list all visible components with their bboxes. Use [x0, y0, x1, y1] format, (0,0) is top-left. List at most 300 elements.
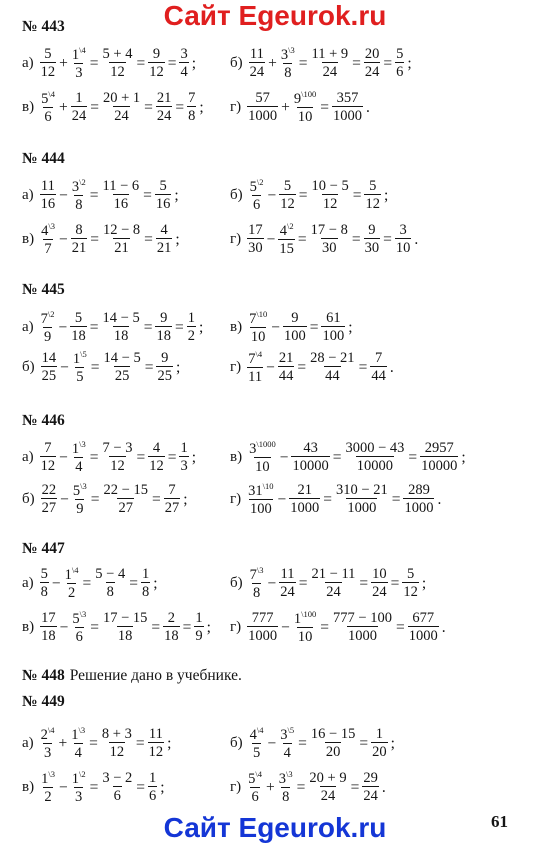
fraction: [364, 223, 381, 256]
item-label: а): [22, 734, 34, 751]
numerator-value: 14: [41, 349, 57, 366]
operator: ;: [348, 318, 353, 336]
denominator: 8: [282, 789, 290, 806]
item-label: а): [22, 54, 34, 71]
denominator: 6: [396, 64, 404, 81]
numerator-value: 310 − 21: [336, 481, 388, 498]
numerator-value: 16 − 15: [310, 725, 356, 742]
operator: =: [320, 98, 330, 116]
numerator-value: 2: [40, 726, 48, 743]
operator: =: [144, 358, 154, 376]
numerator-value: 5: [248, 770, 256, 787]
numerator-value: 20 + 1: [102, 89, 141, 106]
operator: ;: [198, 318, 204, 336]
denominator: 12: [109, 744, 125, 761]
operator: −: [279, 448, 289, 466]
fraction: [408, 611, 439, 644]
extra-multiplier: \100: [301, 609, 317, 619]
fraction: [40, 770, 56, 805]
numerator: [411, 611, 435, 627]
extra-multiplier: \3: [256, 565, 264, 575]
denominator: 18: [164, 628, 179, 645]
fraction: [279, 567, 296, 600]
numerator: [71, 440, 87, 457]
denominator: 8: [188, 108, 196, 125]
extra-multiplier: \100: [301, 89, 317, 99]
item-label: в): [22, 98, 35, 115]
extra-multiplier: \3: [80, 481, 87, 491]
fraction: [40, 567, 49, 600]
numerator: [159, 179, 168, 195]
operator: .: [389, 358, 394, 376]
numerator-value: 7 − 3: [102, 439, 133, 456]
fraction: [40, 310, 56, 345]
operator: =: [144, 230, 153, 248]
exercise-item: [22, 46, 198, 81]
fraction: [278, 351, 295, 384]
numerator: [187, 91, 196, 107]
numerator: [179, 441, 188, 457]
site-watermark-bottom: Сайт Egeurok.ru: [163, 812, 387, 843]
numerator-value: 3: [280, 46, 289, 63]
numerator-value: 11: [280, 565, 295, 582]
operator: −: [271, 318, 280, 336]
problem-heading: [22, 18, 65, 36]
denominator: 27: [118, 500, 133, 517]
denominator: 1000: [333, 108, 363, 125]
fraction: [156, 223, 173, 256]
operator: =: [296, 778, 306, 796]
exercise-item: [230, 310, 355, 345]
extra-multiplier: \10: [262, 481, 274, 491]
numerator: [102, 311, 141, 327]
numerator-value: 4: [152, 439, 161, 456]
problem-heading: [22, 693, 65, 711]
numerator-value: 357: [336, 89, 359, 106]
fraction: [40, 726, 56, 761]
numerator: [249, 178, 265, 195]
fraction: [402, 567, 419, 600]
item-label: а): [22, 574, 34, 591]
numerator-value: 3: [399, 221, 407, 238]
fraction: [72, 350, 88, 385]
denominator: 11: [248, 369, 263, 386]
numerator-value: 17 − 15: [102, 609, 148, 626]
denominator: 1000: [348, 628, 377, 645]
numerator: [194, 611, 203, 627]
denominator: 8: [40, 584, 48, 601]
denominator: 10000: [356, 458, 394, 475]
numerator: [251, 611, 275, 627]
numerator-value: 17: [248, 221, 263, 238]
fraction: [362, 771, 379, 804]
numerator: [290, 311, 299, 327]
numerator-value: 17: [41, 609, 56, 626]
exercise-item: [230, 440, 468, 475]
numerator-value: 9: [293, 90, 302, 107]
fraction: [155, 179, 172, 212]
operator: +: [281, 98, 290, 116]
numerator-value: 17 − 8: [310, 221, 348, 238]
fraction: [70, 311, 87, 344]
denominator: 30: [248, 240, 263, 257]
operator: =: [167, 54, 177, 72]
operator: =: [182, 618, 192, 636]
operator: ;: [383, 186, 389, 204]
denominator: 3: [43, 745, 52, 762]
numerator: [249, 566, 265, 583]
numerator-value: 9: [152, 45, 161, 62]
extra-multiplier: \2: [78, 769, 86, 779]
numerator-value: 9: [161, 349, 169, 366]
exercise-item: [230, 610, 448, 645]
operator: ;: [175, 230, 180, 248]
operator: ;: [153, 574, 158, 592]
numerator-value: 20 + 9: [309, 769, 347, 786]
item-label: а): [22, 318, 34, 335]
numerator: [311, 567, 357, 583]
numerator-value: 14 − 5: [103, 349, 141, 366]
numerator-value: 1: [72, 350, 81, 367]
numerator: [71, 770, 87, 787]
fraction: [332, 91, 363, 124]
numerator-value: 1: [293, 610, 302, 627]
extra-multiplier: \4: [79, 45, 86, 55]
fraction: [279, 726, 295, 761]
numerator-value: 21: [156, 89, 172, 106]
operator: −: [277, 490, 287, 508]
denominator: 16: [155, 196, 171, 213]
numerator-value: 5 + 4: [102, 45, 133, 62]
fraction: [179, 47, 188, 80]
item-label: б): [230, 734, 243, 751]
extra-multiplier: \3: [48, 769, 55, 779]
denominator: 6: [44, 109, 52, 126]
operator: −: [267, 186, 277, 204]
denominator: 10: [297, 109, 313, 126]
denominator: 8: [284, 65, 292, 82]
item-label: в): [230, 448, 243, 465]
extra-multiplier: \4: [255, 769, 263, 779]
numerator: [152, 47, 161, 63]
fraction: [335, 483, 389, 516]
operator: =: [90, 98, 99, 116]
fraction: [156, 351, 173, 384]
operator: .: [437, 490, 442, 508]
fraction: [364, 179, 381, 212]
denominator: 3: [75, 789, 83, 806]
fraction: [395, 47, 404, 80]
problem-number: № 447: [22, 540, 65, 557]
fraction: [71, 46, 87, 81]
exercise-item: [22, 222, 182, 257]
operator: =: [297, 358, 307, 376]
operator: =: [395, 618, 405, 636]
numerator: [101, 727, 133, 743]
denominator: 6: [113, 788, 121, 805]
operator: ;: [191, 54, 197, 72]
fraction: [71, 91, 88, 124]
operator: =: [151, 490, 161, 508]
numerator-value: 9: [291, 309, 299, 326]
operator: −: [58, 230, 68, 248]
fraction: [102, 91, 141, 124]
numerator: [336, 91, 360, 107]
numerator-value: 5: [249, 178, 257, 195]
problem-number: № 448: [22, 667, 65, 684]
denominator: 12: [322, 196, 338, 213]
denominator: 12: [149, 458, 164, 475]
problem-heading: [22, 150, 65, 168]
numerator-value: 7: [168, 481, 176, 498]
fraction: [194, 611, 203, 644]
numerator: [375, 727, 384, 743]
numerator-value: 3: [278, 770, 287, 787]
numerator: [102, 441, 134, 457]
fraction: [344, 441, 405, 474]
fraction: [293, 610, 317, 645]
numerator-value: 31: [248, 482, 263, 499]
fraction: [102, 179, 141, 212]
numerator: [41, 351, 58, 367]
numerator-value: 5: [72, 482, 81, 499]
denominator: 5: [76, 369, 84, 386]
extra-multiplier: \3: [288, 45, 295, 55]
extra-multiplier: \3: [78, 725, 86, 735]
denominator: 24: [71, 108, 87, 125]
fraction: [72, 482, 88, 517]
numerator-value: 9: [368, 221, 376, 238]
operator: =: [323, 490, 333, 508]
fraction: [94, 567, 126, 600]
operator: −: [58, 318, 68, 336]
numerator-value: 677: [412, 609, 435, 626]
numerator: [344, 441, 405, 457]
numerator: [40, 310, 56, 327]
operator: =: [82, 574, 92, 592]
fraction: [278, 770, 294, 805]
operator: =: [390, 574, 400, 592]
numerator: [40, 179, 56, 195]
denominator: 24: [114, 108, 129, 125]
fraction: [395, 223, 412, 256]
operator: +: [58, 98, 68, 116]
numerator-value: 28 − 21: [310, 349, 355, 366]
numerator: [70, 726, 86, 743]
operator: =: [89, 318, 99, 336]
denominator: 1000: [248, 108, 278, 125]
operator: =: [358, 358, 368, 376]
denominator: 8: [252, 585, 261, 602]
operator: ;: [175, 358, 181, 376]
item-label: б): [230, 574, 243, 591]
item-label: а): [22, 448, 34, 465]
denominator: 18: [113, 328, 129, 345]
numerator: [371, 567, 388, 583]
numerator: [311, 179, 350, 195]
fraction: [102, 311, 141, 344]
operator: =: [352, 186, 362, 204]
operator: =: [89, 448, 99, 466]
numerator: [64, 566, 80, 583]
numerator-value: 1: [187, 309, 195, 326]
numerator: [374, 351, 383, 367]
operator: −: [51, 574, 61, 592]
problem-number: № 444: [22, 150, 65, 167]
fraction: [249, 47, 266, 80]
numerator: [310, 727, 356, 743]
page-number: 61: [491, 812, 508, 831]
numerator: [74, 91, 83, 107]
numerator-value: 3: [180, 45, 188, 62]
numerator-value: 57: [255, 89, 270, 106]
fraction: [311, 47, 350, 80]
numerator: [407, 483, 431, 499]
exercise-item: [22, 610, 213, 645]
numerator-value: 3: [280, 726, 288, 743]
fraction: [420, 441, 458, 474]
operator: =: [89, 734, 98, 752]
fraction: [70, 726, 86, 761]
numerator-value: 21: [278, 349, 294, 366]
denominator: 6: [252, 197, 261, 214]
fraction: [249, 178, 265, 213]
numerator-value: 5: [283, 177, 292, 194]
problem-note: Решение дано в учебнике.: [69, 667, 242, 684]
fraction: [40, 47, 57, 80]
denominator: 12: [403, 584, 418, 601]
fraction: [102, 223, 141, 256]
fraction: [309, 351, 355, 384]
exercise-item: [22, 178, 181, 213]
denominator: 18: [156, 328, 171, 345]
numerator-value: 61: [326, 309, 341, 326]
numerator: [395, 47, 404, 63]
operator: +: [58, 734, 68, 752]
fraction: [187, 91, 196, 124]
denominator: 24: [249, 64, 265, 81]
fraction: [148, 47, 165, 80]
item-label: а): [22, 186, 34, 203]
numerator: [72, 482, 88, 499]
extra-multiplier: \3: [79, 439, 86, 449]
numerator: [308, 771, 347, 787]
operator: =: [151, 618, 161, 636]
numerator: [71, 178, 87, 195]
fraction: [249, 566, 265, 601]
numerator: [364, 47, 381, 63]
fraction: [310, 223, 349, 256]
numerator: [94, 567, 126, 583]
fraction: [71, 770, 87, 805]
exercise-item: [230, 178, 390, 213]
denominator: 10: [250, 329, 266, 346]
exercise-item: [22, 310, 205, 345]
fraction: [289, 483, 320, 516]
operator: .: [441, 618, 446, 636]
numerator: [160, 223, 169, 239]
denominator: 100: [249, 501, 272, 518]
operator: =: [135, 734, 145, 752]
extra-multiplier: \4: [71, 565, 79, 575]
denominator: 21: [156, 240, 172, 257]
numerator-value: 20: [364, 45, 380, 62]
numerator: [332, 611, 393, 627]
numerator: [293, 610, 317, 627]
numerator-value: 1: [71, 770, 79, 787]
numerator: [279, 726, 295, 743]
extra-multiplier: \2: [79, 177, 86, 187]
denominator: 24: [372, 584, 387, 601]
problem-number: № 446: [22, 412, 65, 429]
fraction: [248, 310, 268, 345]
fraction: [248, 440, 277, 475]
numerator-value: 5: [159, 177, 167, 194]
numerator: [302, 441, 319, 457]
fraction: [371, 727, 388, 760]
item-label: в): [230, 318, 243, 335]
numerator: [74, 223, 83, 239]
numerator-value: 7: [374, 349, 383, 366]
fraction: [102, 47, 134, 80]
numerator: [102, 91, 141, 107]
fraction: [311, 179, 350, 212]
fraction: [148, 441, 165, 474]
extra-multiplier: \3: [79, 609, 87, 619]
fraction: [321, 311, 345, 344]
fraction: [371, 567, 388, 600]
numerator: [102, 47, 134, 63]
extra-multiplier: \4: [48, 89, 55, 99]
numerator: [311, 47, 350, 63]
operator: .: [366, 98, 370, 116]
extra-multiplier: \10: [256, 309, 268, 319]
denominator: 4: [283, 745, 291, 762]
fraction: [71, 440, 87, 475]
fraction: [279, 179, 296, 212]
operator: ;: [174, 186, 179, 204]
operator: =: [383, 230, 392, 248]
operator: =: [332, 448, 342, 466]
numerator-value: 21 − 11: [311, 565, 356, 582]
numerator: [280, 567, 296, 583]
numerator: [335, 483, 389, 499]
denominator: 100: [322, 328, 345, 345]
numerator-value: 1: [141, 565, 150, 582]
numerator: [249, 726, 265, 743]
operator: ;: [167, 734, 172, 752]
numerator: [297, 483, 314, 499]
numerator-value: 7: [40, 310, 48, 327]
denominator: 12: [110, 458, 125, 475]
numerator: [71, 46, 87, 63]
operator: =: [309, 318, 319, 336]
numerator-value: 4: [41, 222, 49, 239]
fraction: [41, 351, 58, 384]
numerator: [148, 727, 164, 743]
numerator: [152, 441, 161, 457]
fraction: [156, 91, 173, 124]
numerator: [74, 311, 83, 327]
extra-multiplier: \1000: [256, 439, 276, 449]
numerator: [148, 771, 157, 787]
numerator-value: 5: [407, 565, 415, 582]
operator: =: [89, 778, 99, 796]
numerator-value: 5: [396, 45, 404, 62]
numerator: [248, 310, 268, 327]
operator: =: [143, 318, 153, 336]
numerator-value: 12 − 8: [102, 221, 141, 238]
